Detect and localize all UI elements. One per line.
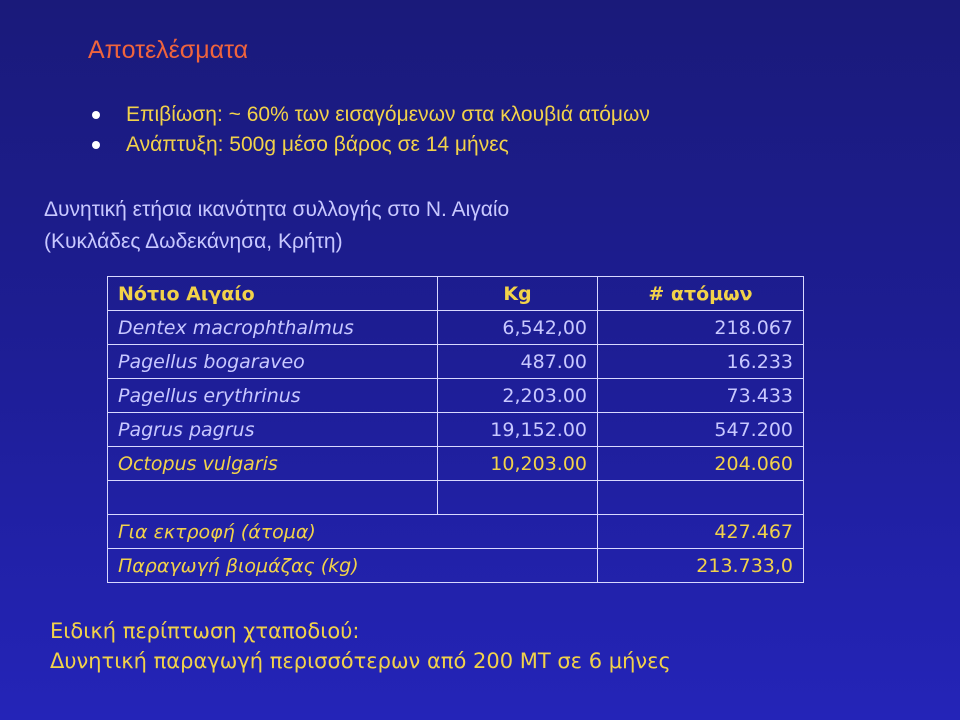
note-line: Ειδική περίπτωση χταποδιού:	[50, 619, 360, 643]
kg-cell: 10,203.00	[438, 447, 598, 481]
count-cell: 547.200	[598, 413, 804, 447]
bullet-survival	[88, 100, 650, 130]
header-region: Νότιο Αιγαίο	[108, 277, 438, 311]
note-line: Δυνητική παραγωγή περισσότερων από 200 ΜΤ σε 6 μήνες	[50, 649, 671, 673]
kg-cell: 6,542,00	[438, 311, 598, 345]
octopus-note	[50, 616, 671, 676]
slide-title: Αποτελέσματα	[88, 36, 249, 64]
table-empty-row	[108, 481, 804, 515]
summary-value: 427.467	[598, 515, 804, 549]
table-row	[108, 379, 804, 413]
count-cell: 73.433	[598, 379, 804, 413]
bullet-text: Ανάπτυξη: 500g μέσο βάρος σε 14 μήνες	[126, 133, 509, 156]
bullet-dot-icon	[92, 111, 100, 119]
species-cell: Pagellus erythrinus	[108, 379, 438, 413]
table-summary-row	[108, 549, 804, 583]
bullet-text: Επιβίωση: ~ 60% των εισαγόμενων στα κλουβιά ατόμων	[126, 103, 650, 126]
capacity-line: Δυνητική ετήσια ικανότητα συλλογής στο Ν. Αιγαίο	[44, 198, 510, 221]
kg-cell: 2,203.00	[438, 379, 598, 413]
species-cell: Pagrus pagrus	[108, 413, 438, 447]
summary-label: Παραγωγή βιομάζας (kg)	[108, 549, 598, 583]
table-row	[108, 311, 804, 345]
count-cell: 204.060	[598, 447, 804, 481]
table-header-row	[108, 277, 804, 311]
summary-label: Για εκτροφή (άτομα)	[108, 515, 598, 549]
header-kg: Kg	[438, 277, 598, 311]
header-count: # ατόμων	[598, 277, 804, 311]
kg-cell: 487.00	[438, 345, 598, 379]
summary-value: 213.733,0	[598, 549, 804, 583]
species-cell: Pagellus bogaraveo	[108, 345, 438, 379]
bullet-growth	[88, 130, 650, 160]
kg-cell: 19,152.00	[438, 413, 598, 447]
empty-cell	[598, 481, 804, 515]
bullet-dot-icon	[92, 141, 100, 149]
count-cell: 16.233	[598, 345, 804, 379]
table-summary-row	[108, 515, 804, 549]
bullet-list	[88, 100, 650, 160]
capacity-line: (Κυκλάδες Δωδεκάνησα, Κρήτη)	[44, 230, 343, 253]
empty-cell	[108, 481, 438, 515]
table-row	[108, 345, 804, 379]
count-cell: 218.067	[598, 311, 804, 345]
table-row	[108, 413, 804, 447]
capacity-text	[44, 194, 509, 258]
empty-cell	[438, 481, 598, 515]
table-row	[108, 447, 804, 481]
species-cell: Dentex macrophthalmus	[108, 311, 438, 345]
species-cell: Octopus vulgaris	[108, 447, 438, 481]
results-table	[107, 276, 804, 583]
